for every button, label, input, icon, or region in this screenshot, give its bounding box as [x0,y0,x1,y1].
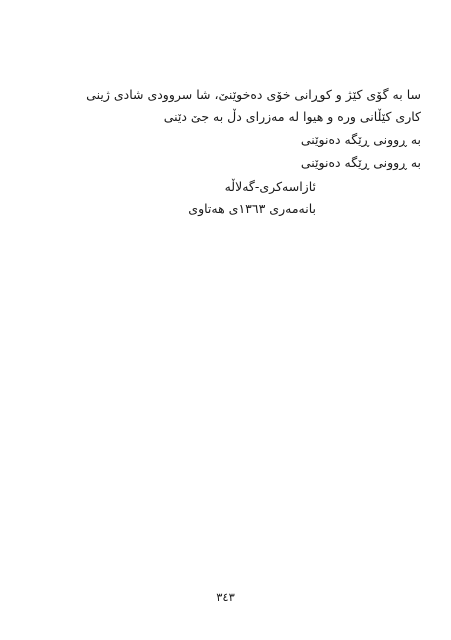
poem-line-2: کاری کێڵانی ورە و هیوا لە مەزرای دڵ بە جێ دێنی [163,109,421,124]
poem-line-3: بە ڕوونی ڕێگە دەنوێنی [300,132,421,147]
signature-date: بانەمەری ١٣٦٣ی هەتاوی [188,201,316,216]
poem-line-4: بە ڕوونی ڕێگە دەنوێنی [300,155,421,170]
poem-line-1: سا بە گۆی کێژ و کوڕانی خۆی دەخوێنێ، شا سروودی شادی ژینی [86,87,421,102]
author-signature: ئازاسەکری-گەلاڵە [224,179,316,194]
page-number: ٣٤٣ [216,590,235,604]
